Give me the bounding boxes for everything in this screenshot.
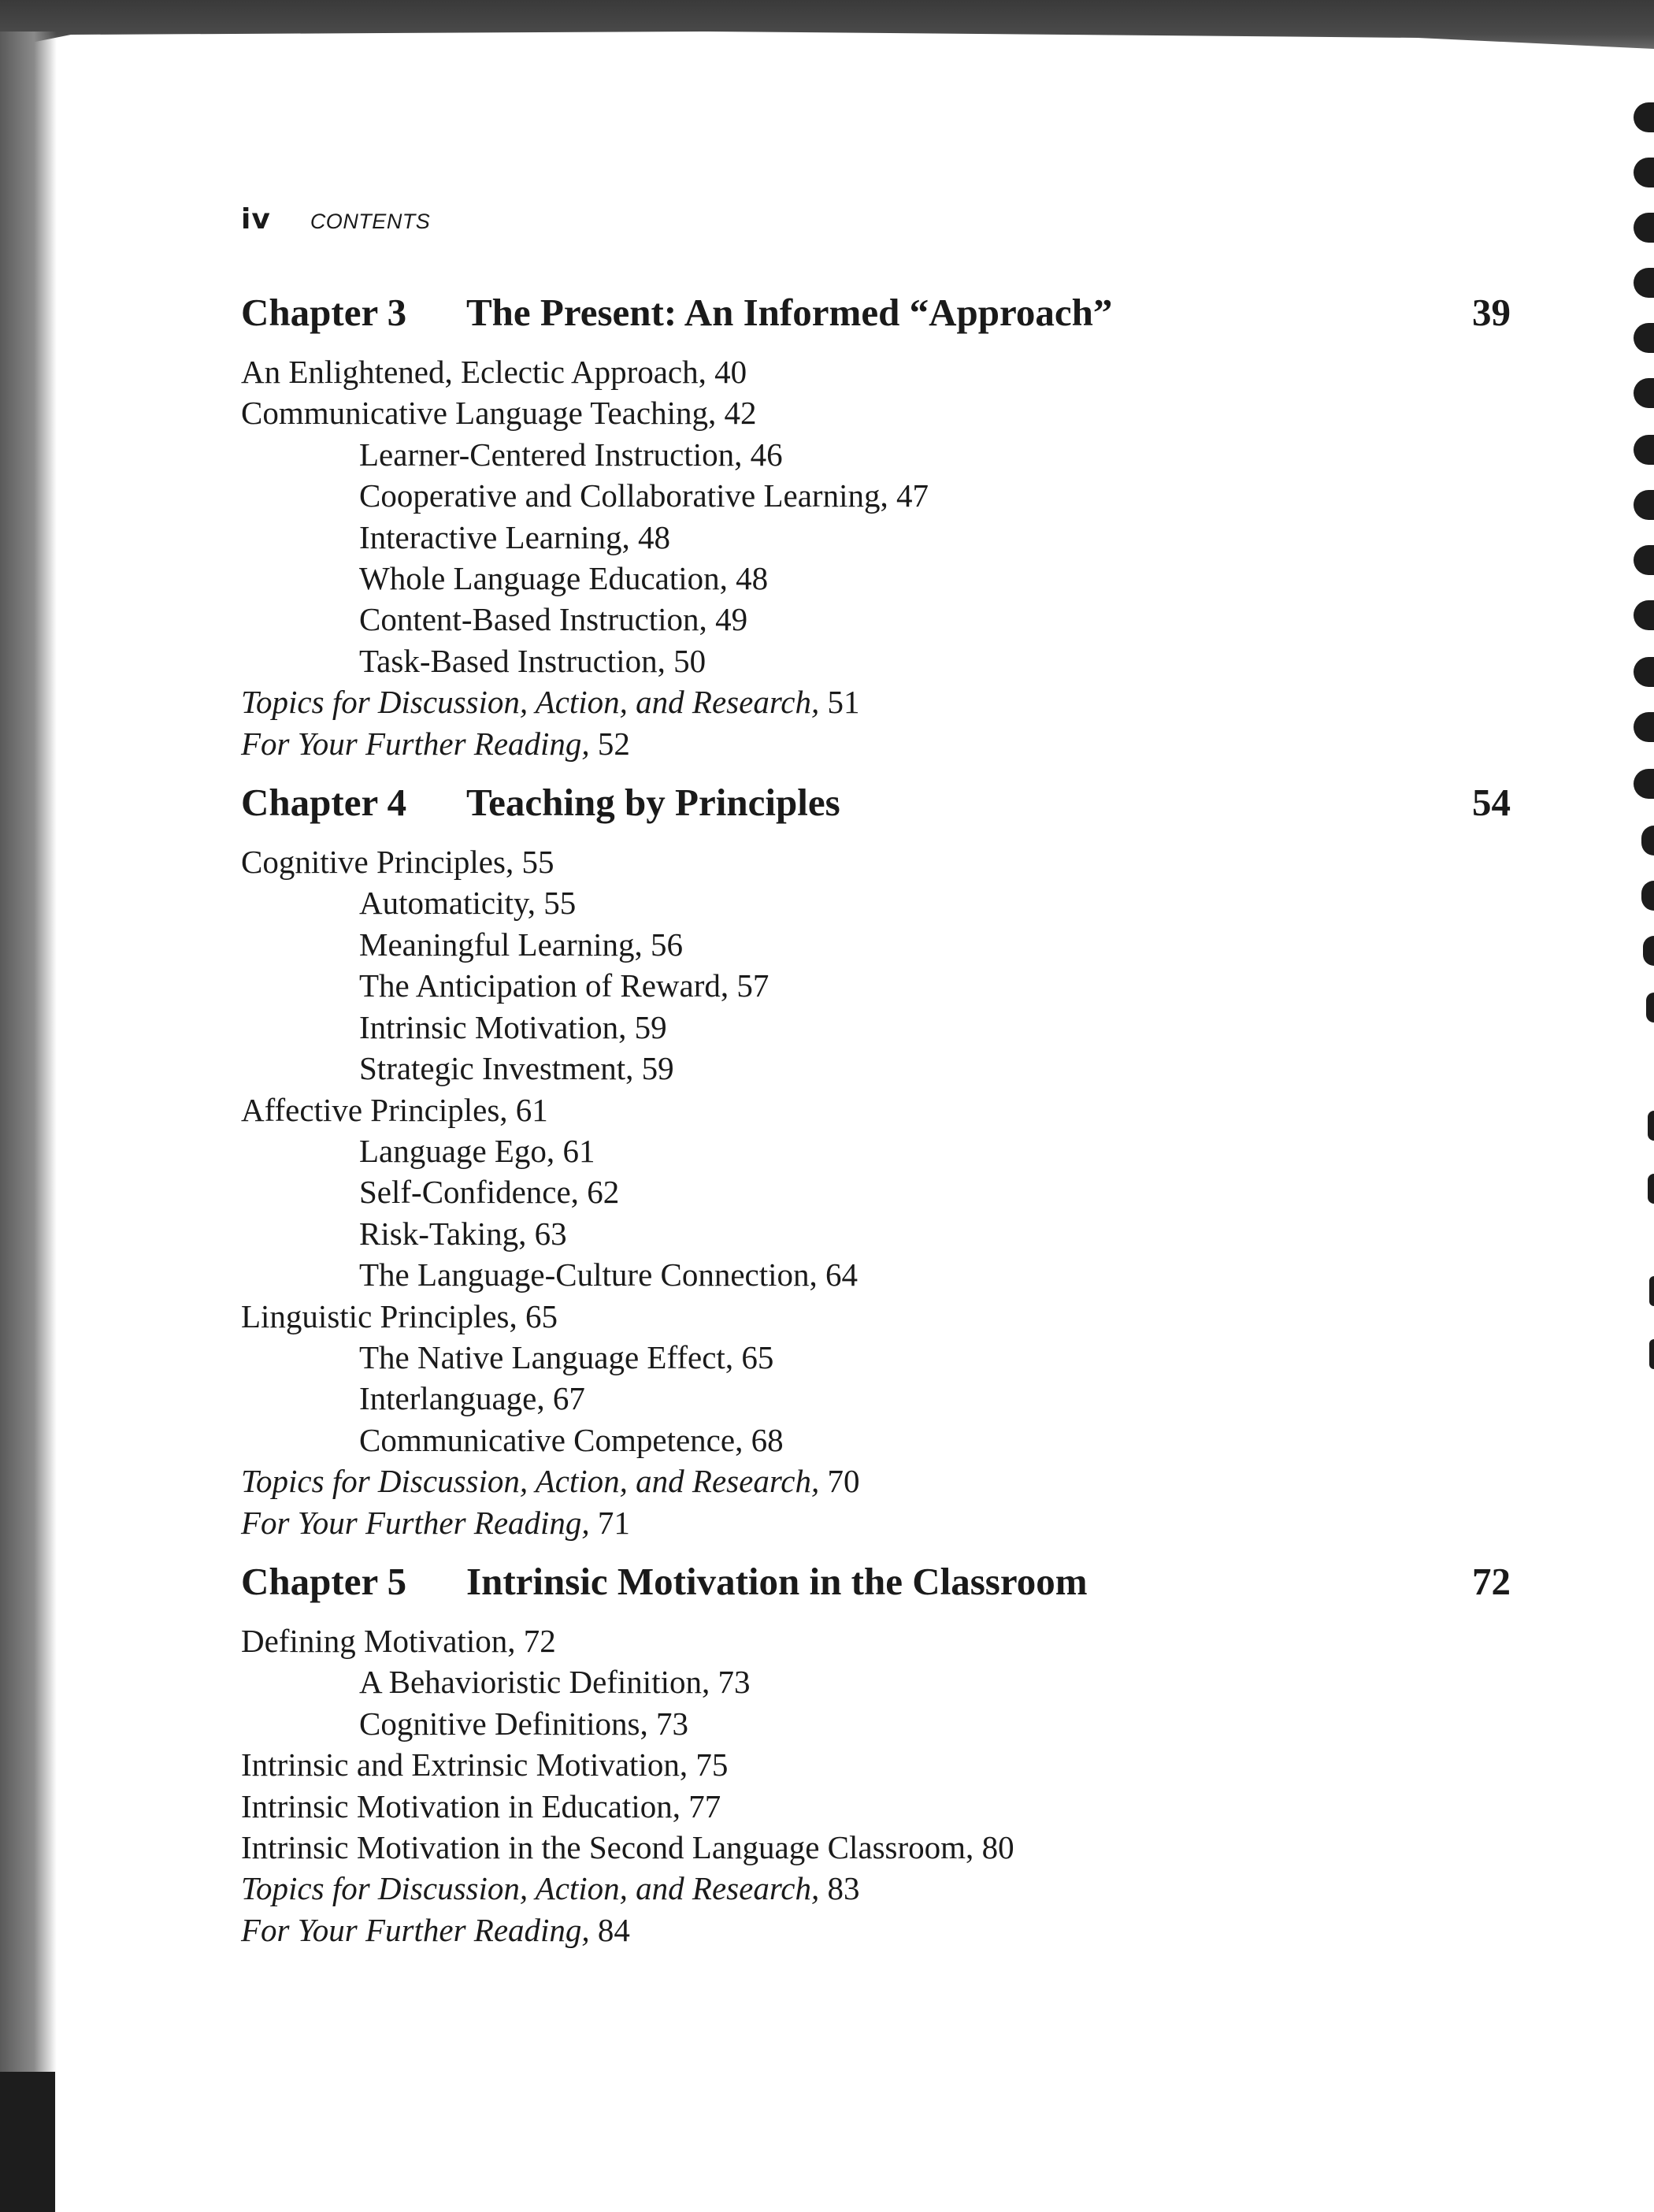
toc-subentry[interactable] bbox=[241, 1703, 1511, 1744]
entry-page-number: 59 bbox=[634, 1008, 667, 1045]
toc-subentry[interactable] bbox=[241, 1661, 1511, 1702]
entry-title: Communicative Competence, bbox=[359, 1421, 744, 1458]
toc-entry[interactable] bbox=[241, 1786, 1511, 1827]
chapter-label: Chapter 5 bbox=[241, 1559, 407, 1603]
entry-title: Task-Based Instruction, bbox=[359, 642, 666, 679]
toc-entry[interactable] bbox=[241, 1460, 1511, 1501]
toc-subentry[interactable] bbox=[241, 1254, 1511, 1295]
entry-title: Communicative Language Teaching, bbox=[241, 395, 717, 432]
entry-title: For Your Further Reading, bbox=[241, 725, 590, 762]
entry-page-number: 70 bbox=[827, 1463, 860, 1500]
running-head bbox=[241, 203, 430, 236]
entry-page-number: 40 bbox=[714, 354, 747, 390]
entry-title: Topics for Discussion, Action, and Research, bbox=[241, 1870, 820, 1907]
entry-title: Automaticity, bbox=[359, 885, 536, 922]
entry-title: Meaningful Learning, bbox=[359, 926, 643, 963]
toc-entry[interactable] bbox=[241, 1089, 1511, 1130]
entry-page-number: 52 bbox=[597, 725, 630, 762]
toc-subentry[interactable] bbox=[241, 924, 1511, 965]
toc-entry[interactable] bbox=[241, 1827, 1511, 1868]
scan-left-shadow bbox=[0, 2072, 55, 2212]
entry-page-number: 80 bbox=[981, 1829, 1014, 1865]
running-title: CONTENTS bbox=[310, 210, 431, 233]
entry-page-number: 56 bbox=[651, 926, 684, 963]
chapter-heading[interactable] bbox=[241, 1559, 1511, 1614]
chapter-section bbox=[241, 290, 1511, 764]
toc-subentry[interactable] bbox=[241, 1130, 1511, 1171]
chapter-heading[interactable] bbox=[241, 290, 1511, 345]
entry-page-number: 63 bbox=[534, 1215, 567, 1252]
entry-page-number: 49 bbox=[715, 601, 748, 638]
chapter-label: Chapter 4 bbox=[241, 781, 407, 825]
entry-page-number: 61 bbox=[562, 1132, 595, 1169]
entry-title: The Native Language Effect, bbox=[359, 1338, 734, 1375]
table-of-contents bbox=[241, 290, 1511, 1966]
entry-page-number: 73 bbox=[655, 1705, 688, 1742]
entry-title: Defining Motivation, bbox=[241, 1622, 516, 1659]
entry-page-number: 83 bbox=[827, 1870, 860, 1907]
entry-title: Intrinsic and Extrinsic Motivation, bbox=[241, 1746, 688, 1783]
toc-subentry[interactable] bbox=[241, 1007, 1511, 1048]
entry-title: A Behavioristic Definition, bbox=[359, 1664, 710, 1701]
toc-subentry[interactable] bbox=[241, 1337, 1511, 1378]
entry-page-number: 65 bbox=[741, 1338, 774, 1375]
toc-subentry[interactable] bbox=[241, 1171, 1511, 1212]
entry-title: Whole Language Education, bbox=[359, 560, 728, 597]
entry-title: Interactive Learning, bbox=[359, 518, 630, 555]
entry-title: For Your Further Reading, bbox=[241, 1911, 590, 1948]
entry-page-number: 61 bbox=[515, 1091, 548, 1128]
toc-entry[interactable] bbox=[241, 1744, 1511, 1785]
entry-title: Risk-Taking, bbox=[359, 1215, 527, 1252]
entry-page-number: 55 bbox=[543, 885, 577, 922]
toc-subentry[interactable] bbox=[241, 882, 1511, 923]
toc-entry[interactable] bbox=[241, 1910, 1511, 1950]
entry-title: Linguistic Principles, bbox=[241, 1297, 517, 1334]
toc-entry[interactable] bbox=[241, 681, 1511, 722]
entry-title: For Your Further Reading, bbox=[241, 1504, 590, 1541]
entry-title: Topics for Discussion, Action, and Research, bbox=[241, 684, 820, 721]
entry-page-number: 62 bbox=[587, 1174, 620, 1211]
toc-subentry[interactable] bbox=[241, 434, 1511, 475]
toc-entry[interactable] bbox=[241, 1868, 1511, 1909]
scan-top-edge bbox=[0, 0, 1654, 49]
entry-page-number: 77 bbox=[688, 1787, 721, 1824]
binding-holes bbox=[1607, 95, 1654, 1434]
toc-entry[interactable] bbox=[241, 723, 1511, 764]
toc-entry[interactable] bbox=[241, 392, 1511, 433]
entry-page-number: 59 bbox=[641, 1050, 674, 1087]
entry-page-number: 84 bbox=[597, 1911, 630, 1948]
chapter-heading[interactable] bbox=[241, 780, 1511, 835]
page-number: iv bbox=[241, 203, 271, 236]
toc-subentry[interactable] bbox=[241, 517, 1511, 558]
entry-page-number: 65 bbox=[525, 1297, 558, 1334]
entry-page-number: 48 bbox=[736, 560, 769, 597]
toc-subentry[interactable] bbox=[241, 1213, 1511, 1254]
chapter-label: Chapter 3 bbox=[241, 291, 407, 334]
chapter-page-number: 72 bbox=[1472, 1559, 1511, 1603]
toc-entry[interactable] bbox=[241, 1296, 1511, 1337]
entry-title: Topics for Discussion, Action, and Research, bbox=[241, 1463, 820, 1500]
entry-page-number: 57 bbox=[736, 967, 770, 1004]
entry-title: Language Ego, bbox=[359, 1132, 555, 1169]
toc-entry[interactable] bbox=[241, 351, 1511, 392]
toc-subentry[interactable] bbox=[241, 965, 1511, 1006]
entry-title: Cognitive Principles, bbox=[241, 844, 514, 881]
entry-page-number: 67 bbox=[552, 1380, 585, 1417]
chapter-section bbox=[241, 1559, 1511, 1950]
entry-page-number: 72 bbox=[523, 1622, 556, 1659]
entry-page-number: 46 bbox=[750, 436, 783, 473]
toc-entry[interactable] bbox=[241, 1620, 1511, 1661]
toc-subentry[interactable] bbox=[241, 599, 1511, 640]
entry-title: Learner-Centered Instruction, bbox=[359, 436, 743, 473]
entry-title: Affective Principles, bbox=[241, 1091, 508, 1128]
entry-page-number: 42 bbox=[724, 395, 757, 432]
toc-subentry[interactable] bbox=[241, 1378, 1511, 1419]
entry-title: Interlanguage, bbox=[359, 1380, 545, 1417]
toc-entry[interactable] bbox=[241, 1502, 1511, 1543]
entry-title: The Anticipation of Reward, bbox=[359, 967, 729, 1004]
entry-page-number: 64 bbox=[825, 1256, 859, 1293]
toc-subentry[interactable] bbox=[241, 475, 1511, 516]
entry-page-number: 75 bbox=[695, 1746, 729, 1783]
scan-left-edge bbox=[0, 32, 57, 2212]
entry-page-number: 55 bbox=[521, 844, 554, 881]
entry-title: The Language-Culture Connection, bbox=[359, 1256, 818, 1293]
chapter-title: The Present: An Informed “Approach” bbox=[466, 291, 1113, 334]
toc-subentry[interactable] bbox=[241, 640, 1511, 681]
entry-title: An Enlightened, Eclectic Approach, bbox=[241, 354, 706, 390]
entry-page-number: 47 bbox=[896, 477, 929, 514]
entry-title: Self-Confidence, bbox=[359, 1174, 579, 1211]
entry-title: Cognitive Definitions, bbox=[359, 1705, 648, 1742]
toc-subentry[interactable] bbox=[241, 1420, 1511, 1460]
entry-title: Content-Based Instruction, bbox=[359, 601, 707, 638]
entry-page-number: 51 bbox=[827, 684, 860, 721]
chapter-section bbox=[241, 780, 1511, 1543]
entry-page-number: 73 bbox=[718, 1664, 751, 1701]
entry-page-number: 48 bbox=[638, 518, 671, 555]
entry-page-number: 71 bbox=[597, 1504, 630, 1541]
chapter-title: Intrinsic Motivation in the Classroom bbox=[466, 1559, 1088, 1603]
toc-subentry[interactable] bbox=[241, 1048, 1511, 1089]
entry-page-number: 68 bbox=[751, 1421, 784, 1458]
entry-title: Intrinsic Motivation in Education, bbox=[241, 1787, 681, 1824]
chapter-page-number: 39 bbox=[1472, 291, 1511, 334]
entry-page-number: 50 bbox=[673, 642, 706, 679]
chapter-page-number: 54 bbox=[1472, 781, 1511, 825]
toc-entry[interactable] bbox=[241, 841, 1511, 882]
entry-title: Cooperative and Collaborative Learning, bbox=[359, 477, 888, 514]
entry-title: Intrinsic Motivation in the Second Language Classroom, bbox=[241, 1829, 974, 1865]
chapter-title: Teaching by Principles bbox=[466, 781, 840, 825]
entry-title: Strategic Investment, bbox=[359, 1050, 634, 1087]
toc-subentry[interactable] bbox=[241, 558, 1511, 599]
entry-title: Intrinsic Motivation, bbox=[359, 1008, 627, 1045]
